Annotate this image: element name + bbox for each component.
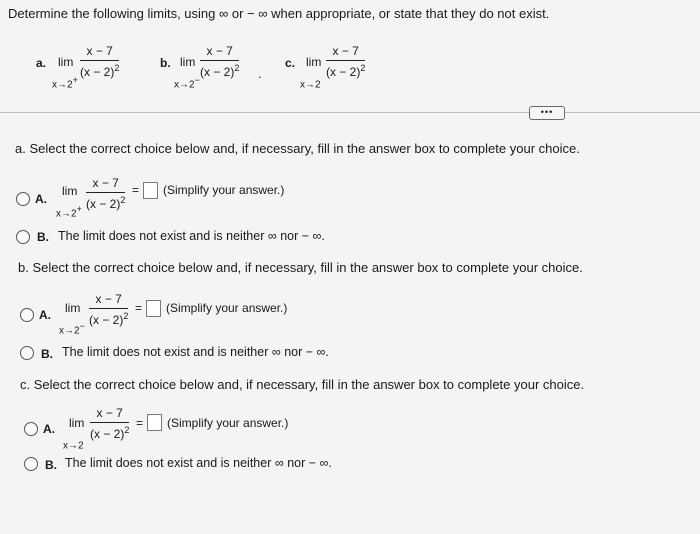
question-text: Determine the following limits, using ∞ or − ∞ when appropriate, or state that they do not exist.	[8, 6, 550, 21]
part-c-option-b-radio[interactable]	[24, 457, 38, 471]
part-a-option-b-radio[interactable]	[16, 230, 30, 244]
part-a-instruction: a. Select the correct choice below and, if necessary, fill in the answer box to complete your choice.	[15, 141, 580, 156]
part-a-equals-sign: =	[132, 183, 140, 197]
part-c-instruction: c. Select the correct choice below and, if necessary, fill in the answer box to complete your choice.	[20, 377, 585, 392]
part-b-option-b-text: The limit does not exist and is neither ∞ nor − ∞.	[62, 345, 329, 359]
part-c-equals-sign: =	[136, 416, 144, 430]
part-c-option-a-limit: lim x→2	[63, 416, 85, 452]
part-b-option-a-radio[interactable]	[20, 308, 34, 322]
problem-b-label: b.	[160, 56, 171, 70]
problem-a-limit: lim x→2+	[52, 55, 78, 91]
part-b-option-b-radio[interactable]	[20, 346, 34, 360]
part-b-option-a-fraction: $\frac{x - 7}{(x - 2)^2}$	[89, 292, 129, 327]
part-b-option-a-limit: lim x→2−	[59, 301, 85, 337]
part-b-answer-box[interactable]	[146, 300, 161, 317]
part-c-option-a-radio[interactable]	[24, 422, 38, 436]
part-a-option-b-text: The limit does not exist and is neither ∞ nor − ∞.	[58, 229, 325, 243]
part-b-hint: (Simplify your answer.)	[166, 301, 288, 315]
part-b-instruction: b. Select the correct choice below and, if necessary, fill in the answer box to complete your choice.	[18, 260, 583, 275]
problem-b-limit: lim x→2−	[174, 55, 200, 91]
problem-b-trailing-dot: .	[258, 66, 262, 81]
part-a-option-a-limit: lim x→2+	[56, 184, 82, 220]
problem-b-fraction: $\frac{x - 7}{(x - 2)^2}$	[200, 44, 240, 79]
part-c-hint: (Simplify your answer.)	[167, 416, 289, 430]
part-c-option-a-label[interactable]: A.	[43, 422, 55, 436]
problem-a-fraction: $\frac{x - 7}{(x - 2)^2}$	[80, 44, 120, 79]
part-a-answer-box[interactable]	[143, 182, 158, 199]
part-c-answer-box[interactable]	[147, 414, 162, 431]
problem-a-label: a.	[36, 56, 47, 70]
part-a-option-b-label[interactable]: B.	[37, 230, 49, 244]
part-c-option-b-label[interactable]: B.	[45, 458, 57, 472]
section-divider	[0, 112, 700, 113]
part-b-equals-sign: =	[135, 301, 143, 315]
problem-c-label: c.	[285, 56, 296, 70]
problem-c-limit: lim x→2	[300, 55, 322, 91]
part-b-option-b-label[interactable]: B.	[41, 347, 53, 361]
part-a-option-a-label[interactable]: A.	[35, 192, 47, 206]
part-a-option-a-radio[interactable]	[16, 192, 30, 206]
part-c-option-b-text: The limit does not exist and is neither ∞ nor − ∞.	[65, 456, 332, 470]
part-c-option-a-fraction: $\frac{x - 7}{(x - 2)^2}$	[90, 406, 130, 441]
part-a-hint: (Simplify your answer.)	[163, 183, 285, 197]
more-options-button[interactable]: •••	[529, 106, 565, 120]
part-a-option-a-fraction: $\frac{x - 7}{(x - 2)^2}$	[86, 176, 126, 211]
problem-c-fraction: $\frac{x - 7}{(x - 2)^2}$	[326, 44, 366, 79]
part-b-option-a-label[interactable]: A.	[39, 308, 51, 322]
